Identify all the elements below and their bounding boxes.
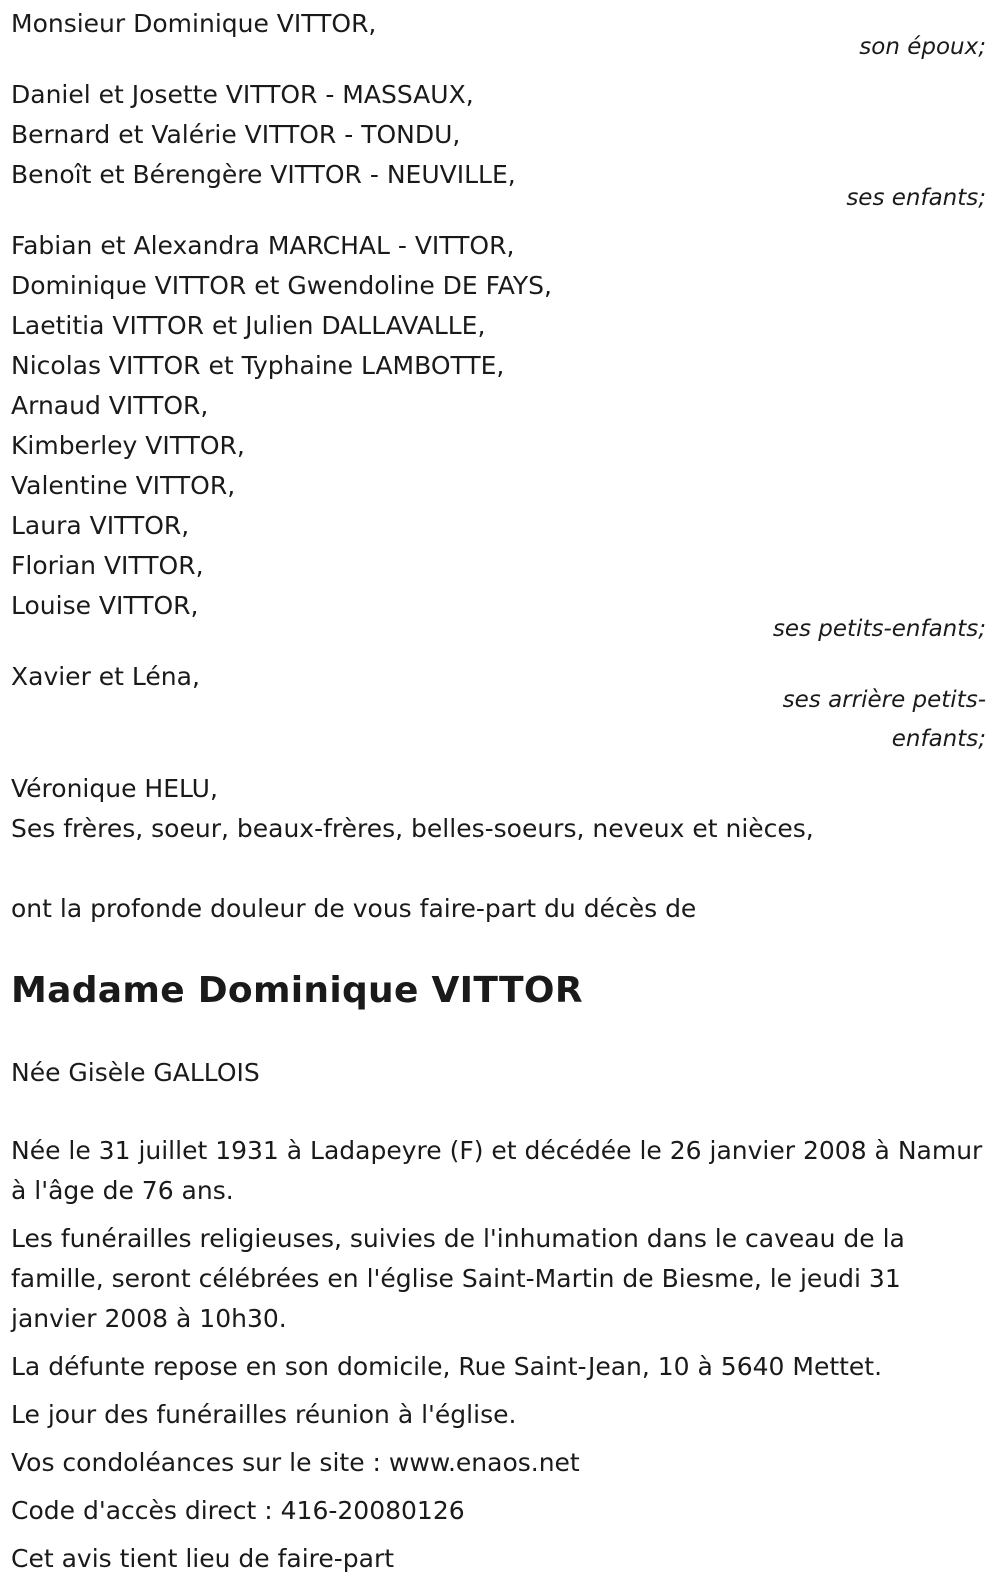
deceased-name: Madame Dominique VITTOR xyxy=(11,970,583,1011)
funeral-details: Les funérailles religieuses, suivies de l'inhumation dans le caveau de la famille, seront célébrées en l'église Saint-Martin de Biesme, le jeudi 31 janvier 2008 à 10h30. xyxy=(11,1224,905,1333)
grandchild-line: Dominique VITTOR et Gwendoline DE FAYS, xyxy=(11,271,552,300)
obituary-notice xyxy=(0,4,1000,1582)
grandchild-line: Laura VITTOR, xyxy=(11,511,190,540)
maiden-name: Née Gisèle GALLOIS xyxy=(11,1058,260,1087)
birth-death-details: Née le 31 juillet 1931 à Ladapeyre (F) et décédée le 26 janvier 2008 à Namur à l'âge de 76 ans. xyxy=(11,1136,983,1205)
spouse-role: son époux; xyxy=(859,34,986,60)
grandchildren-role: ses petits-enfants; xyxy=(772,616,986,642)
closing-note: Cet avis tient lieu de faire-part xyxy=(11,1544,395,1573)
grandchild-line: Nicolas VITTOR et Typhaine LAMBOTTE, xyxy=(11,351,505,380)
access-code: Code d'accès direct : 416-20080126 xyxy=(11,1496,465,1525)
relative-line: Véronique HELU, xyxy=(11,774,218,803)
grandchild-line: Arnaud VITTOR, xyxy=(11,391,209,420)
grandchild-line: Florian VITTOR, xyxy=(11,551,204,580)
meeting-info: Le jour des funérailles réunion à l'église. xyxy=(11,1400,517,1429)
announcement-text: ont la profonde douleur de vous faire-part du décès de xyxy=(11,894,697,923)
spouse-name: Monsieur Dominique VITTOR, xyxy=(11,9,377,38)
grandchild-line: Laetitia VITTOR et Julien DALLAVALLE, xyxy=(11,311,486,340)
other-relatives xyxy=(11,769,986,849)
child-line: Benoît et Bérengère VITTOR - NEUVILLE, xyxy=(11,160,516,189)
grandchild-line: Kimberley VITTOR, xyxy=(11,431,245,460)
great-grandchildren-names: Xavier et Léna, xyxy=(11,662,200,691)
rest-location: La défunte repose en son domicile, Rue Saint-Jean, 10 à 5640 Mettet. xyxy=(11,1352,883,1381)
child-line: Bernard et Valérie VITTOR - TONDU, xyxy=(11,120,461,149)
relative-line: Ses frères, soeur, beaux-frères, belles-soeurs, neveux et nièces, xyxy=(11,814,814,843)
great-grandchildren-role: ses arrière petits-enfants; xyxy=(782,687,986,752)
children-role: ses enfants; xyxy=(846,185,986,211)
grandchild-line: Fabian et Alexandra MARCHAL - VITTOR, xyxy=(11,231,515,260)
grandchildren-list xyxy=(11,226,986,626)
children-list xyxy=(11,75,986,195)
condolences-info: Vos condoléances sur le site : www.enaos.net xyxy=(11,1448,580,1477)
child-line: Daniel et Josette VITTOR - MASSAUX, xyxy=(11,80,474,109)
grandchild-line: Valentine VITTOR, xyxy=(11,471,236,500)
grandchild-line: Louise VITTOR, xyxy=(11,591,199,620)
